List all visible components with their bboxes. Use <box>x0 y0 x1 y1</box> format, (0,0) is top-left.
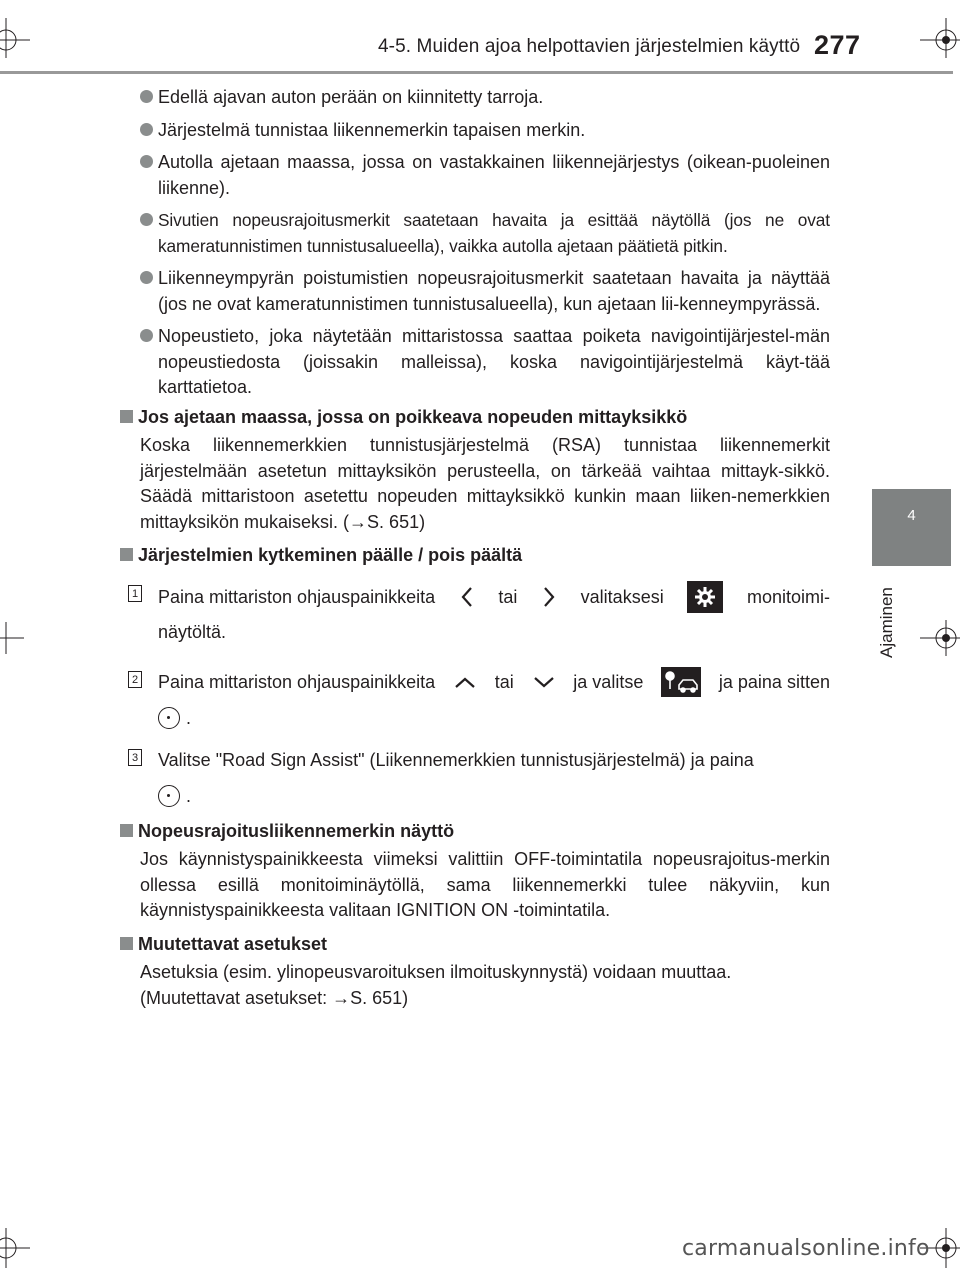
section-body-line: Asetuksia (esim. ylinopeusvaroituksen ilmoituskynnystä) voidaan muuttaa. <box>140 962 732 982</box>
crop-mark-top-right <box>920 18 960 58</box>
list-item <box>118 208 830 259</box>
ok-button-icon <box>158 707 180 729</box>
step-text: monitoimi- <box>746 586 830 607</box>
chevron-up-icon <box>453 672 477 692</box>
step-text-end: . <box>186 785 192 806</box>
step-number: 3 <box>128 749 142 766</box>
section-heading <box>118 819 830 845</box>
section-heading-text: Järjestelmien kytkeminen päälle / pois päältä <box>138 545 523 565</box>
step-1 <box>118 581 830 647</box>
chapter-label <box>877 578 899 658</box>
list-item <box>118 150 830 201</box>
bullet-icon <box>140 213 153 226</box>
chapter-label-text: Ajaminen <box>877 587 896 658</box>
list-item-text: Liikenneympyrän poistumistien nopeusrajoitusmerkit saatetaan havaita ja näyttää (jos ne ovat kameratunnistimen tunnistusalueella), kun ajetaan lii-kenneympyrässä. <box>158 268 830 314</box>
list-item <box>118 324 830 401</box>
ok-line <box>158 781 830 811</box>
step-text: ja valitse <box>573 671 644 692</box>
step-line <box>158 667 830 697</box>
square-bullet-icon <box>120 824 133 837</box>
list-item <box>118 85 830 111</box>
step-number: 2 <box>128 671 142 688</box>
settings-gear-icon <box>687 581 723 613</box>
step-2 <box>118 667 830 733</box>
square-bullet-icon <box>120 410 133 423</box>
step-text: valitaksesi <box>580 586 664 607</box>
crop-mark-bottom-left <box>0 1228 40 1268</box>
list-item-text: Autolla ajetaan maassa, jossa on vastakkainen liikennejärjestys (oikean-puoleinen liikenne). <box>158 152 830 198</box>
page-number: 277 <box>814 30 861 60</box>
square-bullet-icon <box>120 937 133 950</box>
step-3 <box>118 745 830 811</box>
section-heading-text: Jos ajetaan maassa, jossa on poikkeava nopeuden mittayksikkö <box>138 406 688 427</box>
step-text-end: . <box>186 707 192 728</box>
section-heading <box>118 932 830 958</box>
header-rule <box>0 71 953 74</box>
section-heading <box>118 543 830 569</box>
step-text-or: tai <box>494 671 514 692</box>
section-heading <box>118 405 830 431</box>
section-units <box>118 405 830 536</box>
list-item-text: Sivutien nopeusrajoitusmerkit saatetaan havaita ja esittää näytöllä (jos ne ovat kameratunnistimen tunnistusalueella), vaikka autolla ajetaan päätietä pitkin. <box>158 210 830 256</box>
section-toggle <box>118 543 830 811</box>
step-text: Paina mittariston ohjauspainikkeita <box>158 671 436 692</box>
section-heading-text: Muutettavat asetukset <box>138 933 328 954</box>
section-display <box>118 819 830 924</box>
chevron-left-icon <box>459 585 475 609</box>
step-text: Paina mittariston ohjauspainikkeita <box>158 586 436 607</box>
list-item <box>118 266 830 317</box>
section-body: Jos käynnistyspainikkeesta viimeksi valittiin OFF-toimintatila nopeusrajoitus-merkin ollessa esillä monitoiminäytöllä, sama liikennemerkki tulee näkyviin, kun käynnistyspainikkeesta valitaan IGNITION ON -toimintatila. <box>140 849 830 920</box>
watermark-link[interactable]: carmanualsonline.info <box>682 1236 930 1261</box>
bullet-icon <box>140 271 153 284</box>
driving-assist-icon <box>661 667 701 697</box>
step-number: 1 <box>128 585 142 602</box>
chevron-right-icon <box>541 585 557 609</box>
section-settings <box>118 932 830 1012</box>
bullet-icon <box>140 329 153 342</box>
section-body: Koska liikennemerkkien tunnistusjärjestelmä (RSA) tunnistaa liikennemerkit järjestelmään asetetun mittayksikön perusteella, on tärkeää vaihtaa mittayk-sikkö. Säädä mittaristoon asetettu nopeuden mittayksikkö kunkin maan liiken-nemerkkien mittayksikön mukaiseksi. (→S. 651) <box>140 435 830 532</box>
list-item <box>118 118 830 144</box>
square-bullet-icon <box>120 548 133 561</box>
ok-line <box>158 703 830 733</box>
section-body-line: (Muutettavat asetukset: →S. 651) <box>140 987 409 1008</box>
page-content <box>118 85 830 1019</box>
chapter-number: 4 <box>907 507 916 524</box>
step-text: Valitse "Road Sign Assist" (Liikennemerkkien tunnistusjärjestelmä) ja paina <box>158 749 754 770</box>
chapter-tab[interactable] <box>872 489 951 566</box>
step-text-or: tai <box>498 586 518 607</box>
bullet-icon <box>140 90 153 103</box>
step-text-cont: näytöltä. <box>158 621 227 642</box>
bullet-icon <box>140 123 153 136</box>
ok-button-icon <box>158 785 180 807</box>
section-heading-text: Nopeusrajoitusliikennemerkin näyttö <box>138 820 455 841</box>
step-line <box>158 581 830 613</box>
section-title: 4-5. Muiden ajoa helpottavien järjestelmien käyttö <box>378 36 801 57</box>
section-body <box>118 960 830 1011</box>
crop-mark-mid-left <box>0 618 24 658</box>
crop-mark-mid-right <box>920 618 960 658</box>
list-item-text: Järjestelmä tunnistaa liikennemerkin tapaisen merkin. <box>158 119 586 140</box>
list-item-text: Edellä ajavan auton perään on kiinnitetty tarroja. <box>158 87 544 107</box>
list-item-text: Nopeustieto, joka näytetään mittaristossa saattaa poiketa navigointijärjestel-män nopeustiedosta (joissakin malleissa), koska navigointijärjestelmä käyt-tää karttatietoa. <box>158 326 830 397</box>
step-text: ja paina sitten <box>718 671 830 692</box>
bullet-icon <box>140 155 153 168</box>
crop-mark-top-left <box>0 18 40 58</box>
chevron-down-icon <box>532 672 556 692</box>
